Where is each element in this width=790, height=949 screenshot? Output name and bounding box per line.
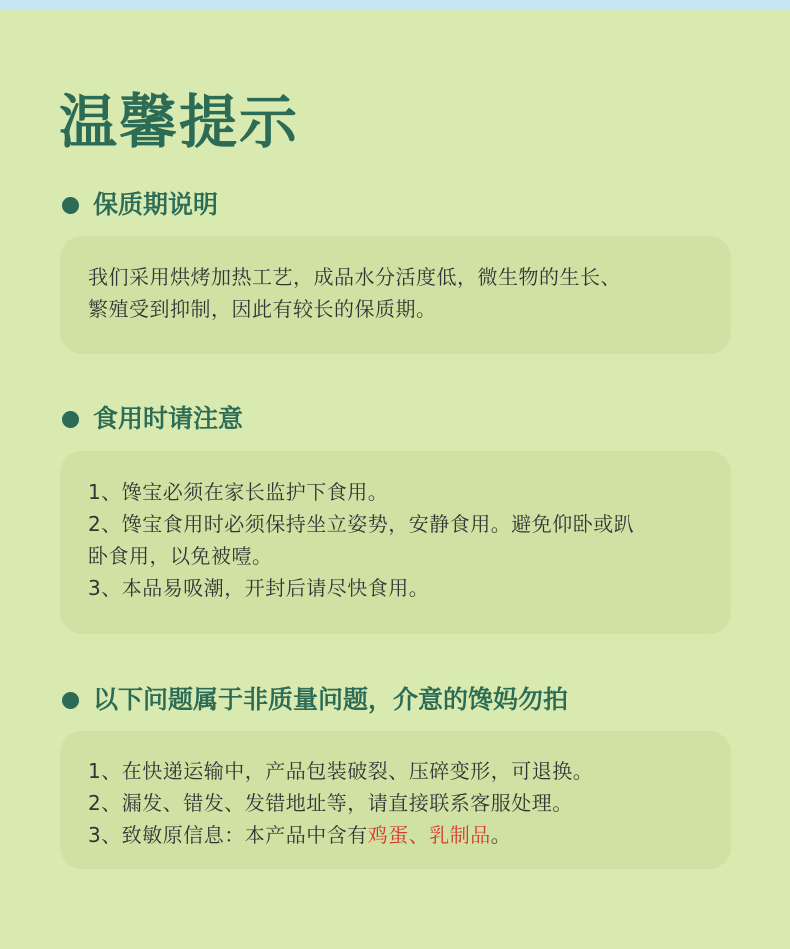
allergen-highlight: 鸡蛋、乳制品	[367, 823, 491, 847]
text-line: 1、馋宝必须在家长监护下食用。	[88, 480, 389, 504]
text-line: 繁殖受到抑制，因此有较长的保质期。	[88, 297, 437, 321]
text-line: 1、在快递运输中，产品包装破裂、压碎变形，可退换。	[88, 759, 594, 783]
text-line: 3、本品易吸潮，开封后请尽快食用。	[88, 576, 430, 600]
text-line: 卧食用，以免被噎。	[88, 544, 273, 568]
allergen-prefix: 3、致敏原信息：本产品中含有	[88, 823, 368, 847]
eating-notes-card	[60, 451, 731, 634]
section-header-eating-notes	[62, 403, 243, 435]
page-title: 温馨提示	[59, 88, 300, 156]
non-quality-issues-card	[60, 731, 731, 869]
bullet-dot-icon	[62, 411, 79, 428]
bullet-dot-icon	[62, 197, 79, 214]
section-header-non-quality-issues	[62, 684, 568, 716]
text-line: 2、漏发、错发、发错地址等，请直接联系客服处理。	[88, 791, 573, 815]
section-title: 食用时请注意	[93, 404, 244, 433]
bullet-dot-icon	[62, 692, 79, 709]
text-line: 我们采用烘烤加热工艺，成品水分活度低，微生物的生长、	[88, 265, 621, 289]
section-header-shelf-life	[62, 189, 218, 221]
section-title: 保质期说明	[93, 190, 219, 219]
section-title: 以下问题属于非质量问题，介意的馋妈勿拍	[93, 685, 569, 714]
allergen-suffix: 。	[490, 823, 512, 847]
shelf-life-card	[60, 236, 731, 354]
text-line: 2、馋宝食用时必须保持坐立姿势，安静食用。避免仰卧或趴	[88, 512, 635, 536]
top-strip	[0, 0, 790, 9]
allergen-line	[88, 819, 711, 851]
